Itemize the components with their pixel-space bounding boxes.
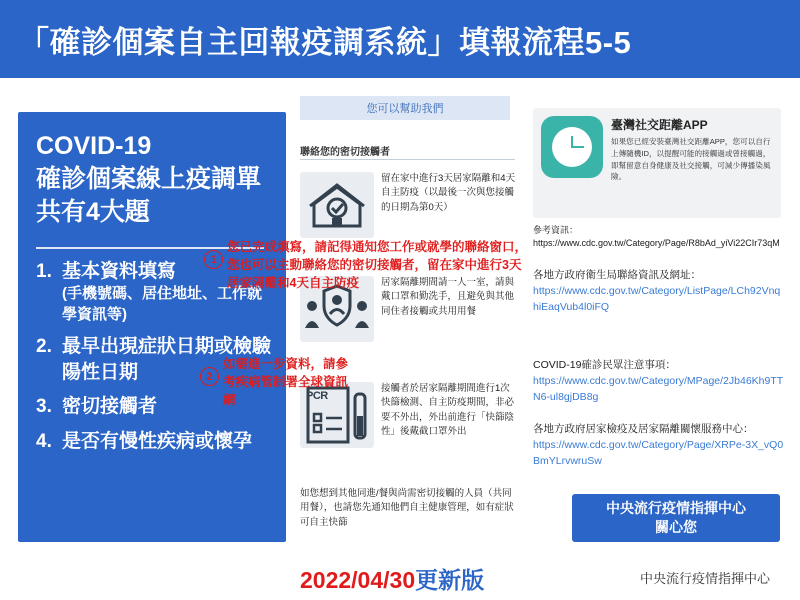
page-title: 「確診個案自主回報疫調系統」填報流程5-5 [18,24,632,60]
house-check-glyph [300,172,374,238]
clock-minute-hand [572,146,584,148]
reference-block [533,224,783,250]
left-panel-title-line3: 共有4大題 [36,198,150,226]
list-item-number: 3. [36,396,52,418]
pcr-label: PCR [306,390,328,402]
footer-org: 中央流行疫情指揮中心 [640,571,771,586]
app-title: 臺灣社交距離APP [611,118,708,132]
link-group-url[interactable]: https://www.cdc.gov.tw/Category/ListPage/LCh92VnqhiEaqVub4l0iFQ [533,284,781,313]
info-card-text: 居家隔離期間請一人一室，請與戴口罩和勤洗手，且避免與其他同住者接觸或共用用餐 [381,277,515,317]
cecc-banner-line1: 中央流行疫情指揮中心 [606,500,746,517]
annotation-2 [200,355,351,409]
social-distancing-app-box [533,108,781,218]
annotation-number-badge: 2 [200,367,219,386]
list-item [36,429,272,454]
link-group-care-centers [533,422,785,469]
link-group-url[interactable]: https://www.cdc.gov.tw/Category/Page/XRPe-3X_vQ0BmYLrvwruSw [533,438,784,467]
link-group-title: COVID-19確診民眾注意事項： [533,359,676,371]
link-group-health-bureaus [533,268,785,315]
annotation-text: 您已完成填寫，請記得通知您工作或就學的聯絡窗口，您也可以主動聯絡您的密切接觸者，留在家中進行3天居家隔離和4天自主防疫 [227,240,528,291]
info-card-text: 接觸者於居家隔離期間進行1次快篩檢測、自主防疫期間，非必要不外出，外出前進行「快篩陰性」後戴截口罩外出 [381,383,515,437]
annotation-1 [204,238,534,292]
annotation-number-badge: 1 [204,250,223,269]
page-header [0,0,800,78]
clock-app-icon [541,116,603,178]
info-card [300,172,516,238]
list-item-label: 密切接觸者 [62,396,158,418]
cecc-banner [572,494,780,542]
reference-url[interactable]: https://www.cdc.gov.tw/Category/Page/R8bAd_yiVi22CIr73qM [533,238,780,249]
left-panel-title [36,130,272,229]
list-item-sublabel: (手機號碼、居住地址、工作就學資訊等) [62,285,262,323]
reference-label: 參考資訊： [533,225,579,235]
list-item-label: 最早出現症狀日期或檢驗陽性日期 [62,336,272,383]
link-group-notices [533,358,785,405]
update-date [300,562,484,595]
house-check-icon [300,172,374,238]
list-item-label: 是否有慢性疾病或懷孕 [62,430,253,452]
cecc-banner-line2: 關心您 [655,519,697,535]
link-group-url[interactable]: https://www.cdc.gov.tw/Category/MPage/2Jb46Kh9TTN6-ul8gjDB8g [533,374,784,403]
left-panel-title-line1: COVID-19 [36,132,152,160]
middle-subheading: 聯絡您的密切接觸者 [300,147,390,158]
annotation-text: 如需進一步資料，請參考疾病管制署全球資訊網 [223,357,349,408]
app-description: 如果您已經安裝臺灣社交距離APP，您可以自行上傳隨機ID，以提醒可能的接觸過或曾接觸過，即幫留意自身健康及社交接觸，可減少傳播染風險。 [611,137,771,182]
link-group-title: 各地方政府衛生局聯絡資訊及網址： [533,269,701,281]
list-item-number: 4. [36,430,52,452]
app-info [611,116,773,210]
list-item-number: 2. [36,336,52,358]
list-item-label: 基本資料填寫 [62,261,177,282]
middle-footnote: 如您想到其他同進/餐與尚需密切接觸的人員（共同用餐），也請您先通知他們自主健康管理，如有症狀可自主快篩 [300,488,514,528]
left-panel-title-line2: 確診個案線上疫調單 [36,165,262,193]
update-date-suffix: 更新版 [415,567,485,593]
update-date-value: 2022/04/30 [300,567,416,593]
info-card-text: 留在家中進行3天居家隔離和4天自主防疫（以最後一次與您接觸的日期為第0天） [381,173,516,213]
middle-heading: 您可以幫助我們 [300,96,510,120]
list-item-number: 1. [36,261,52,282]
middle-divider [300,159,515,160]
left-summary-panel [18,112,286,542]
link-group-title: 各地方政府居家檢疫及居家隔離關懷服務中心： [533,423,754,435]
